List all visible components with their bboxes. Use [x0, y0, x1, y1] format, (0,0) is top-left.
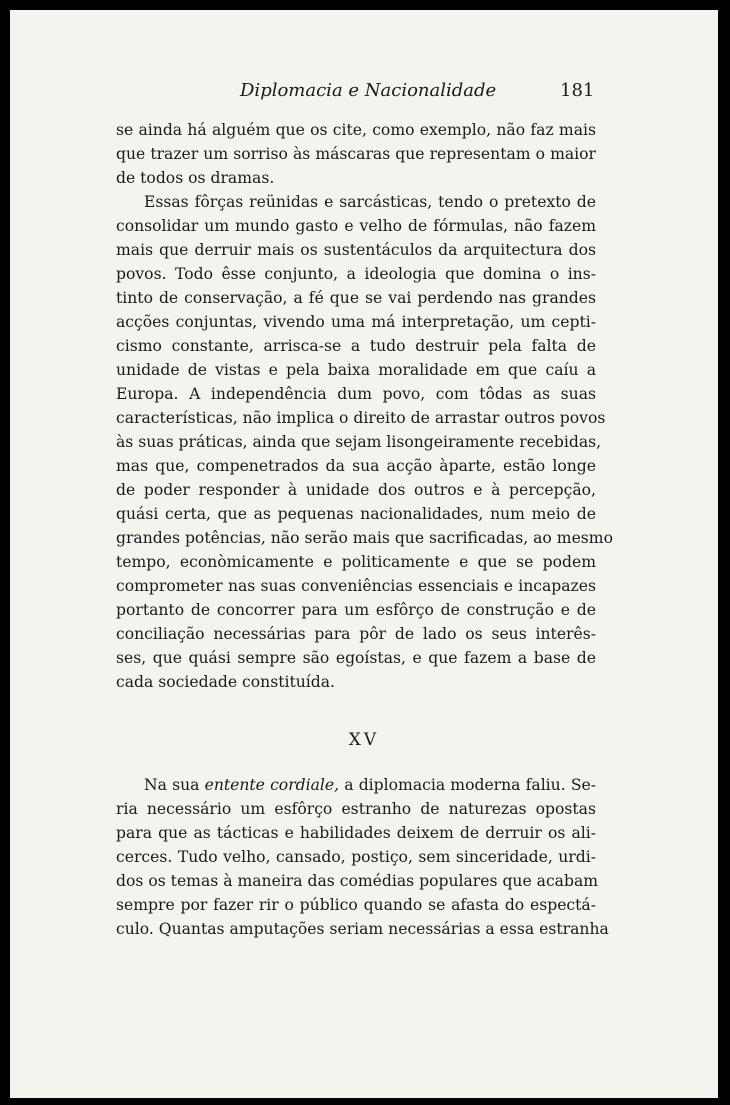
- text-line: portanto de concorrer para um esfôrço de construção e de: [116, 601, 596, 619]
- text-line: consolidar um mundo gasto e velho de fórmulas, não fazem: [116, 217, 596, 235]
- text-line: tempo, econòmicamente e politicamente e que se podem: [116, 553, 596, 571]
- text-line: de todos os dramas.: [116, 169, 275, 187]
- book-page: [10, 10, 718, 1098]
- italic-phrase: entente cordiale,: [204, 776, 340, 794]
- text-line: cerces. Tudo velho, cansado, postiço, sem sinceridade, urdi-: [116, 848, 596, 866]
- text-line: acções conjuntas, vivendo uma má interpretação, um cepti-: [116, 313, 596, 331]
- page-number: 181: [560, 80, 595, 101]
- text-line: comprometer nas suas conveniências essenciais e incapazes: [116, 577, 596, 595]
- text-line: quási certa, que as pequenas nacionalidades, num meio de: [116, 505, 596, 523]
- page-header: [10, 80, 718, 110]
- text-line: ria necessário um esfôrço estranho de naturezas opostas: [116, 800, 596, 818]
- text-line: de poder responder à unidade dos outros e à percepção,: [116, 481, 596, 499]
- text-line: dos os temas à maneira das comédias populares que acabam: [116, 872, 599, 890]
- text-span: a diplomacia moderna faliu. Se-: [339, 776, 597, 794]
- body-text-lower: [116, 773, 609, 941]
- text-line: cada sociedade constituída.: [116, 673, 336, 691]
- text-line: povos. Todo êsse conjunto, a ideologia que domina o ins-: [116, 265, 596, 283]
- text-line: Europa. A independência dum povo, com tôdas as suas: [116, 385, 596, 403]
- text-line: às suas práticas, ainda que sejam lisongeiramente recebidas,: [116, 433, 602, 451]
- body-text-upper: [116, 118, 613, 694]
- text-line: unidade de vistas e pela baixa moralidade em que caíu a: [116, 361, 596, 379]
- text-line: [116, 773, 596, 797]
- text-line: características, não implica o direito de arrastar outros povos: [116, 409, 606, 427]
- text-line: grandes potências, não serão mais que sacrificadas, ao mesmo: [116, 529, 613, 547]
- text-line: mais que derruir mais os sustentáculos da arquitectura dos: [116, 241, 596, 259]
- text-line: cismo constante, arrisca-se a tudo destruir pela falta de: [116, 337, 596, 355]
- text-span: Na sua: [144, 776, 205, 794]
- text-line: para que as tácticas e habilidades deixem de derruir os ali-: [116, 824, 596, 842]
- text-line: se ainda há alguém que os cite, como exemplo, não faz mais: [116, 121, 596, 139]
- text-line: tinto de conservação, a fé que se vai perdendo nas grandes: [116, 289, 596, 307]
- text-line: culo. Quantas amputações seriam necessárias a essa estranha: [116, 920, 609, 938]
- text-line: conciliação necessárias para pôr de lado os seus interês-: [116, 625, 596, 643]
- text-line: sempre por fazer rir o público quando se afasta do espectá-: [116, 896, 596, 914]
- section-heading: XV: [348, 730, 380, 750]
- text-line: Essas fôrças reünidas e sarcásticas, tendo o pretexto de: [144, 193, 596, 211]
- text-line: ses, que quási sempre são egoístas, e que fazem a base de: [116, 649, 596, 667]
- text-line: mas que, compenetrados da sua acção àparte, estão longe: [116, 457, 596, 475]
- running-title: Diplomacia e Nacionalidade: [240, 80, 497, 101]
- text-line: que trazer um sorriso às máscaras que representam o maior: [116, 145, 596, 163]
